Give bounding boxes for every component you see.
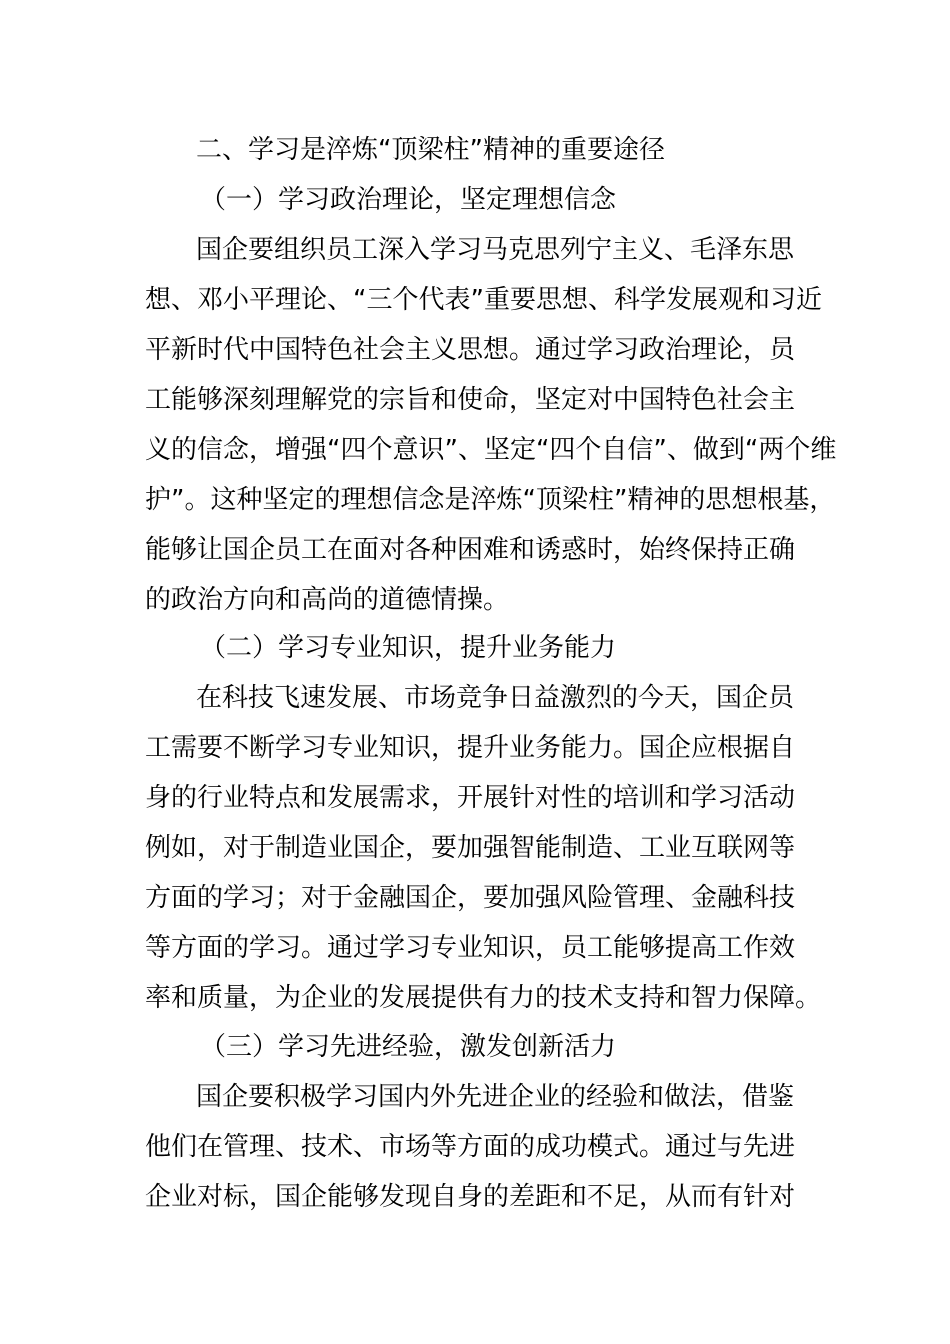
paragraph-line: 想、邓小平理论、“三个代表”重要思想、科学发展观和习近 (145, 285, 822, 315)
paragraph-line: 护”。这种坚定的理想信念是淬炼“顶梁柱”精神的思想根基， (145, 485, 836, 515)
paragraph-line: 身的行业特点和发展需求，开展针对性的培训和学习活动 (145, 783, 796, 813)
paragraph-line: 工需要不断学习专业知识，提升业务能力。国企应根据自 (145, 733, 796, 763)
paragraph-line: 他们在管理、技术、市场等方面的成功模式。通过与先进 (145, 1132, 796, 1162)
paragraph-line: 义的信念，增强“四个意识”、坚定“四个自信”、做到“两个维 (145, 435, 837, 465)
paragraph-line: 平新时代中国特色社会主义思想。通过学习政治理论，员 (145, 335, 796, 365)
paragraph-line: 率和质量，为企业的发展提供有力的技术支持和智力保障。 (145, 983, 822, 1013)
paragraph-line: 的政治方向和高尚的道德情操。 (145, 585, 510, 615)
subsection-heading-2: （二）学习专业知识，提升业务能力 (200, 633, 617, 663)
paragraph-line: 等方面的学习。通过学习专业知识，员工能够提高工作效 (145, 933, 796, 963)
paragraph-line: 在科技飞速发展、市场竞争日益激烈的今天，国企员 (196, 683, 795, 713)
subsection-heading-1: （一）学习政治理论，坚定理想信念 (200, 185, 617, 215)
paragraph-line: 国企要组织员工深入学习马克思列宁主义、毛泽东思 (196, 235, 795, 265)
subsection-heading-3: （三）学习先进经验，激发创新活力 (200, 1032, 617, 1062)
paragraph-line: 方面的学习；对于金融国企，要加强风险管理、金融科技 (145, 883, 796, 913)
paragraph-line: 例如，对于制造业国企，要加强智能制造、工业互联网等 (145, 833, 796, 863)
section-heading: 二、学习是淬炼“顶梁柱”精神的重要途径 (196, 135, 665, 165)
paragraph-line: 企业对标，国企能够发现自身的差距和不足，从而有针对 (145, 1182, 796, 1212)
paragraph-line: 能够让国企员工在面对各种困难和诱惑时，始终保持正确 (145, 535, 796, 565)
paragraph-line: 国企要积极学习国内外先进企业的经验和做法，借鉴 (196, 1082, 795, 1112)
paragraph-line: 工能够深刻理解党的宗旨和使命，坚定对中国特色社会主 (145, 385, 796, 415)
